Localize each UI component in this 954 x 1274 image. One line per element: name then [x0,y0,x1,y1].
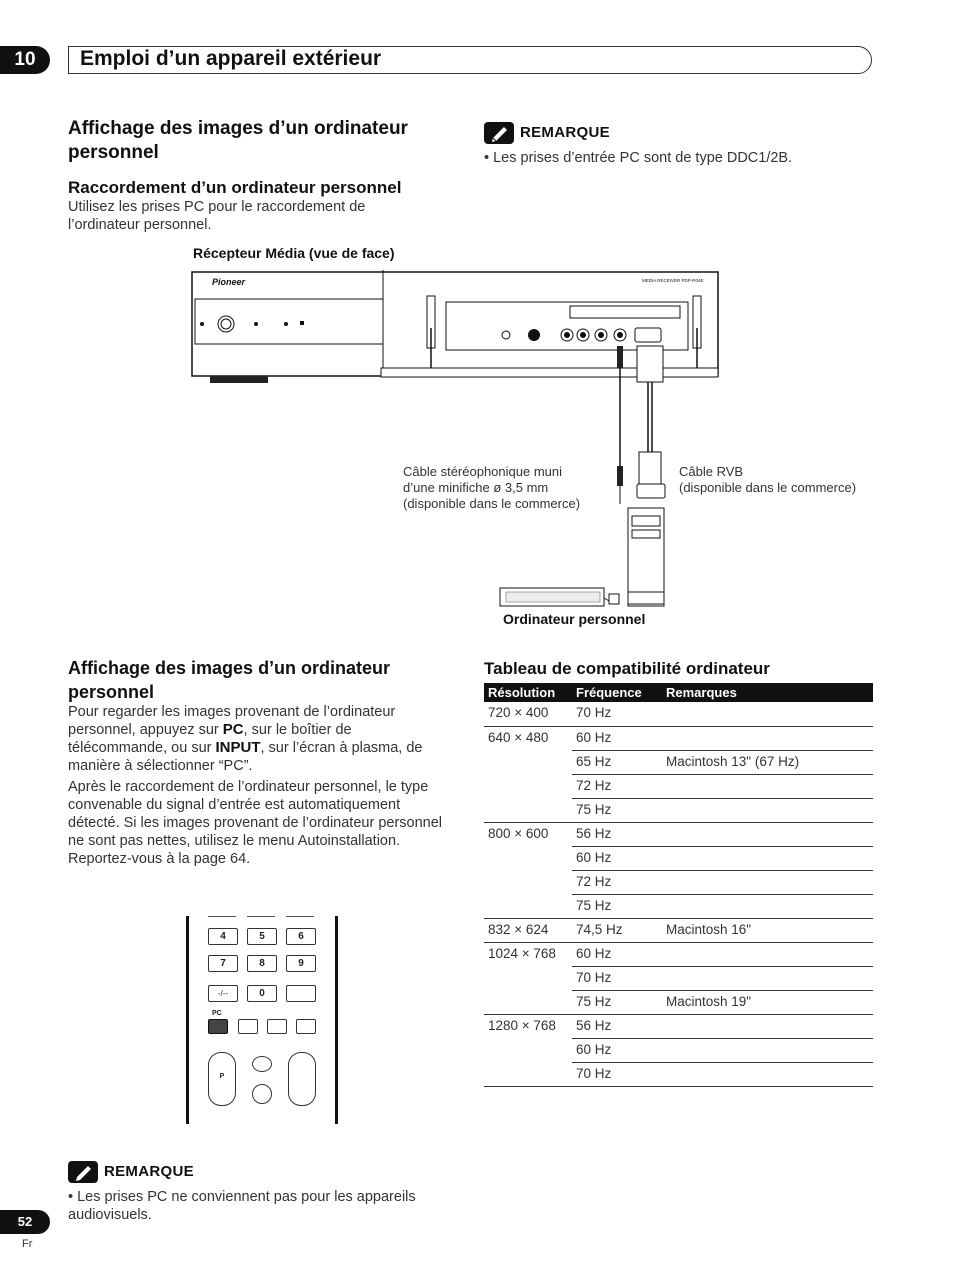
table-cell: 1280 × 768 [484,1014,572,1038]
model-label: MEDIA RECEIVER PDP-R04E [642,278,704,283]
remote-control [186,916,338,1124]
remote-key-digits[interactable]: -/-- [208,985,238,1002]
table-cell: 60 Hz [572,942,662,966]
table-cell: 72 Hz [572,774,662,798]
note-item: • Les prises PC ne conviennent pas pour les appareils audiovisuels. [68,1189,416,1223]
remote-volume-rocker[interactable] [288,1052,316,1106]
table-cell [484,750,572,774]
remote-audio-button[interactable] [252,1056,272,1072]
table-cell: 75 Hz [572,990,662,1014]
table-cell [484,798,572,822]
table-cell: 832 × 624 [484,918,572,942]
table-cell [484,990,572,1014]
remote-key-5[interactable]: 5 [247,928,277,945]
table-cell [484,894,572,918]
table-cell: 56 Hz [572,822,662,846]
table-cell: 72 Hz [572,870,662,894]
remote-pc-button[interactable] [208,1019,228,1034]
section2-para1: Pour regarder les images provenant de l’ordinateur personnel, appuyez sur PC, sur le boîtier de télécommande, ou sur INPUT, sur l’écran à plasma, de manière à sélectionner “PC”. [68,704,423,774]
table-cell: 640 × 480 [484,726,572,750]
table-cell [484,1062,572,1086]
table-cell [484,774,572,798]
remote-button[interactable] [238,1019,258,1034]
stereo-cable-label: Câble stéréophonique muni d’une minifiche ø 3,5 mm (disponible dans le commerce) [403,464,581,511]
table-cell [662,870,873,894]
table-cell [662,846,873,870]
table-cell [484,846,572,870]
receiver-caption: Récepteur Média (vue de face) [193,245,395,261]
table-cell: 75 Hz [572,894,662,918]
table-cell: Macintosh 19" [662,990,873,1014]
remote-key-0[interactable]: 0 [247,985,277,1002]
table-cell [662,822,873,846]
connection-diagram [190,268,730,618]
remote-program-rocker[interactable]: P [208,1052,236,1106]
table-cell [484,1038,572,1062]
table-cell [662,1062,873,1086]
pencil-note-icon [68,1161,98,1183]
remote-key-9[interactable]: 9 [286,955,316,972]
chapter-number-badge: 10 [0,46,50,74]
table-cell [662,942,873,966]
pc-caption: Ordinateur personnel [503,611,646,627]
note-label: REMARQUE [520,124,610,141]
table-cell: 60 Hz [572,846,662,870]
table-cell: 720 × 400 [488,705,549,720]
compat-table-title: Tableau de compatibilité ordinateur [484,659,770,678]
remote-button[interactable] [267,1019,287,1034]
compat-table [484,683,873,1087]
table-cell: 75 Hz [572,798,662,822]
table-cell: Macintosh 13" (67 Hz) [662,750,873,774]
table-cell: 65 Hz [572,750,662,774]
table-cell: 1024 × 768 [484,942,572,966]
remote-pc-label: PC [212,1010,222,1017]
table-cell: 74,5 Hz [572,918,662,942]
table-cell [662,726,873,750]
table-cell: 70 Hz [576,705,612,720]
page-number: 52 [0,1210,50,1234]
table-cell [662,798,873,822]
table-cell [662,1014,873,1038]
table-header: Fréquence [572,683,662,702]
table-cell [662,702,873,726]
note-item: • Les prises d’entrée PC sont de type DDC1/2B. [484,150,793,166]
table-cell: 70 Hz [572,966,662,990]
table-cell: 800 × 600 [484,822,572,846]
table-cell: 70 Hz [572,1062,662,1086]
language-code: Fr [22,1238,33,1250]
section2-para2: Après le raccordement de l’ordinateur personnel, le type convenable du signal d’entrée est automatiquement détecté. Si les images provenant de l’ordinateur personnel ne sont pas nettes, utilisez le menu Autoinstallation. Reportez-vous à la page 64. [68,779,443,867]
pioneer-logo: Pioneer [212,277,246,287]
remote-key-6[interactable]: 6 [286,928,316,945]
key-pc: PC [222,721,244,738]
section1-subtitle: Raccordement d’un ordinateur personnel [68,178,402,197]
section1-text: Utilisez les prises PC pour le raccordement de l’ordinateur personnel. [68,199,366,233]
remote-key-7[interactable]: 7 [208,955,238,972]
table-cell: 60 Hz [572,1038,662,1062]
pencil-note-icon [484,122,514,144]
rgb-cable-label: Câble RVB (disponible dans le commerce) [679,464,857,495]
section2-title: Affichage des images d’un ordinateur personnel [68,658,391,702]
key-input: INPUT [215,739,261,756]
table-cell: Macintosh 16" [662,918,873,942]
remote-key-info[interactable] [286,985,316,1002]
table-cell [484,870,572,894]
remote-key-8[interactable]: 8 [247,955,277,972]
note-label: REMARQUE [104,1163,194,1180]
table-cell [662,894,873,918]
remote-button[interactable] [296,1019,316,1034]
chapter-title: Emploi d’un appareil extérieur [80,47,382,70]
table-cell: 56 Hz [572,1014,662,1038]
section1-title: Affichage des images d’un ordinateur personnel [68,118,408,163]
table-header: Remarques [662,683,873,702]
table-cell [662,774,873,798]
table-header: Résolution [484,683,572,702]
table-cell [662,966,873,990]
table-cell: 60 Hz [572,726,662,750]
remote-mute-button[interactable] [252,1084,272,1104]
table-cell [662,1038,873,1062]
remote-key-4[interactable]: 4 [208,928,238,945]
table-cell [484,966,572,990]
